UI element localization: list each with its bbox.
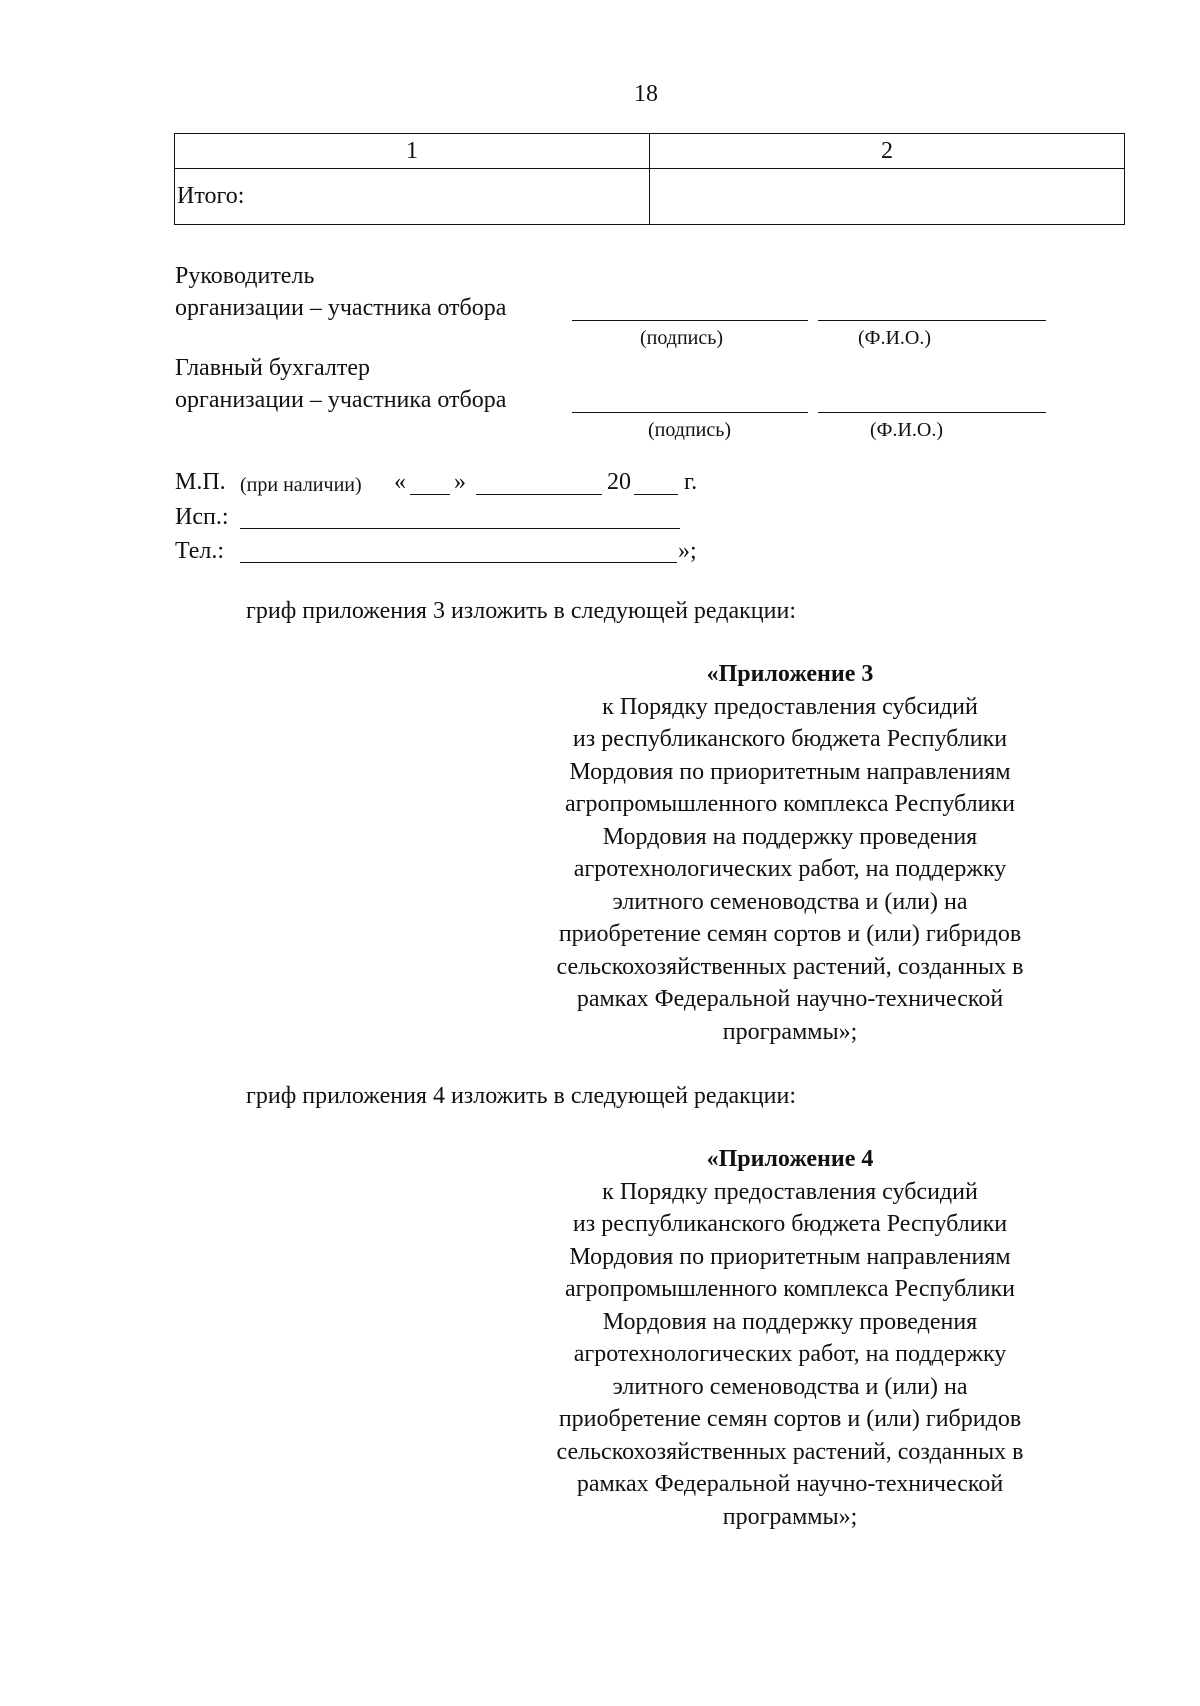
date-open-quote: « (394, 469, 406, 495)
appendix-3-line: Мордовия по приоритетным направлениям (569, 758, 1011, 785)
appendix-4-line: рамках Федеральной научно-технической (576, 1471, 1004, 1497)
appendix-4-grif (540, 1143, 1040, 1533)
head-title-line1: Руководитель (175, 263, 315, 289)
date-day-line (410, 494, 450, 495)
appendix-3-line: агропромышленного комплекса Республики (565, 791, 1015, 817)
head-title-line2: организации – участника отбора (175, 295, 507, 321)
appendix-4-line: Мордовия на поддержку проведения (602, 1308, 978, 1335)
stamp-note: (при наличии) (240, 474, 362, 496)
head-signature-caption: (подпись) (640, 327, 724, 349)
date-year-prefix: 20 (607, 469, 631, 495)
appendix-3-line: из республиканского бюджета Республики (572, 726, 1008, 752)
appendix-4-line: Мордовия по приоритетным направлениям (569, 1243, 1011, 1270)
phone-end-quote: »; (678, 538, 697, 564)
accountant-signature-caption: (подпись) (648, 419, 732, 441)
appendix-3-line: элитного семеноводства и (или) на (612, 888, 968, 915)
totals-table (174, 133, 1125, 225)
accountant-title-line1: Главный бухгалтер (175, 355, 370, 381)
appendix-3-grif (540, 658, 1040, 1048)
table-cell (650, 169, 1125, 225)
date-month-line (476, 494, 602, 495)
appendix-3-line: Мордовия на поддержку проведения (602, 823, 978, 850)
executor-label: Исп.: (175, 504, 229, 530)
head-name-caption: (Ф.И.О.) (858, 327, 932, 349)
instruction-appendix-3: гриф приложения 3 изложить в следующей редакции: (246, 598, 796, 624)
appendix-4-heading: «Приложение 4 (706, 1146, 874, 1172)
appendix-4-line: элитного семеноводства и (или) на (612, 1373, 968, 1400)
head-signature-line (572, 320, 808, 321)
appendix-3-line: сельскохозяйственных растений, созданных в (556, 953, 1024, 980)
table-header-cell: 1 (175, 134, 650, 169)
page-number: 18 (634, 81, 658, 107)
table-header-cell: 2 (650, 134, 1125, 169)
appendix-3-heading: «Приложение 3 (706, 661, 874, 687)
table-cell: Итого: (175, 169, 650, 225)
appendix-4-line: агропромышленного комплекса Республики (565, 1276, 1015, 1302)
appendix-4-line: к Порядку предоставления субсидий (602, 1178, 978, 1205)
appendix-4-line: агротехнологических работ, на поддержку (573, 1341, 1007, 1367)
date-close-quote: » (454, 469, 466, 495)
appendix-3-line: программы»; (722, 1018, 858, 1045)
date-year-suffix: г. (684, 469, 698, 495)
accountant-name-line (818, 412, 1046, 413)
date-year-line (634, 494, 678, 495)
appendix-3-line: к Порядку предоставления субсидий (602, 693, 978, 720)
accountant-signature-line (572, 412, 808, 413)
executor-line (240, 528, 680, 529)
head-name-line (818, 320, 1046, 321)
appendix-3-line: агротехнологических работ, на поддержку (573, 856, 1007, 882)
accountant-name-caption: (Ф.И.О.) (870, 419, 944, 441)
appendix-4-line: из республиканского бюджета Республики (572, 1211, 1008, 1237)
table-header-row (175, 134, 1125, 169)
phone-line (240, 562, 677, 563)
stamp-mp: М.П. (175, 469, 226, 495)
appendix-4-line: программы»; (722, 1503, 858, 1530)
phone-label: Тел.: (175, 538, 225, 564)
appendix-3-line: рамках Федеральной научно-технической (576, 986, 1004, 1012)
appendix-3-line: приобретение семян сортов и (или) гибридов (558, 921, 1022, 947)
appendix-4-line: сельскохозяйственных растений, созданных в (556, 1438, 1024, 1465)
instruction-appendix-4: гриф приложения 4 изложить в следующей редакции: (246, 1083, 796, 1109)
appendix-4-line: приобретение семян сортов и (или) гибридов (558, 1406, 1022, 1432)
accountant-title-line2: организации – участника отбора (175, 387, 507, 413)
table-row (175, 169, 1125, 225)
